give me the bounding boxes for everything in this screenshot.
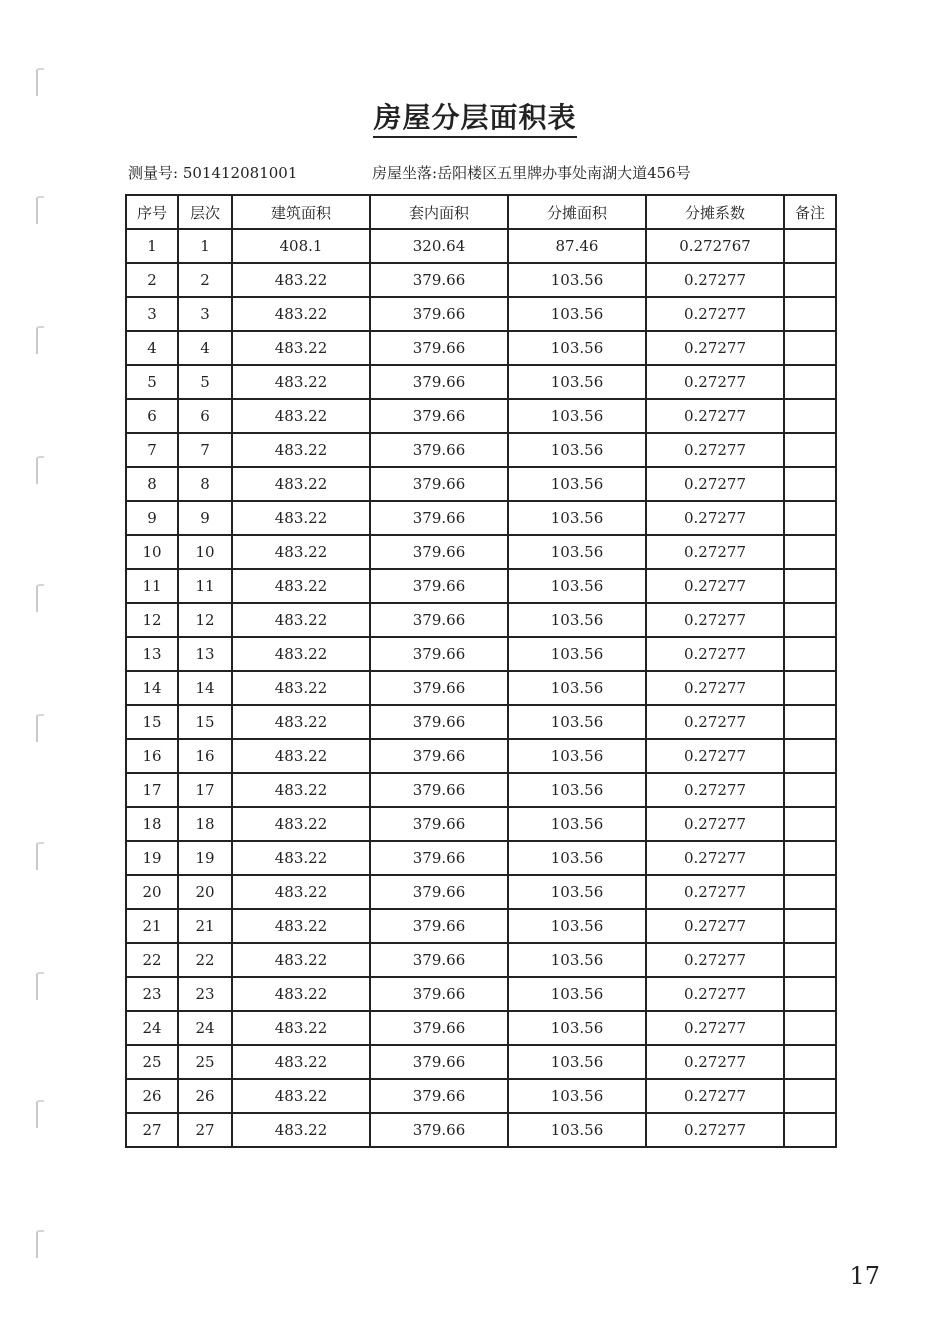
shared-area-cell: 103.56 bbox=[508, 501, 646, 535]
seq-cell: 14 bbox=[126, 671, 178, 705]
seq-cell: 26 bbox=[126, 1079, 178, 1113]
floor-cell: 3 bbox=[178, 297, 232, 331]
floor-cell: 21 bbox=[178, 909, 232, 943]
shared-area-cell: 87.46 bbox=[508, 229, 646, 263]
table-row bbox=[126, 1079, 836, 1113]
seq-cell: 25 bbox=[126, 1045, 178, 1079]
building-area-cell: 483.22 bbox=[232, 1113, 370, 1147]
binder-hole-mark bbox=[36, 842, 44, 870]
building-area-cell: 483.22 bbox=[232, 263, 370, 297]
seq-cell: 27 bbox=[126, 1113, 178, 1147]
inner-area-cell: 379.66 bbox=[370, 909, 508, 943]
inner-area-cell: 379.66 bbox=[370, 943, 508, 977]
shared-area-cell: 103.56 bbox=[508, 1113, 646, 1147]
building-area-cell: 483.22 bbox=[232, 671, 370, 705]
binder-hole-mark bbox=[36, 972, 44, 1000]
shared-area-cell: 103.56 bbox=[508, 875, 646, 909]
building-area-cell: 483.22 bbox=[232, 977, 370, 1011]
shared-area-cell: 103.56 bbox=[508, 603, 646, 637]
inner-area-cell: 379.66 bbox=[370, 875, 508, 909]
remarks-cell bbox=[784, 943, 836, 977]
table-row bbox=[126, 807, 836, 841]
share-coefficient-cell: 0.27277 bbox=[646, 263, 784, 297]
page-number: 17 bbox=[849, 1262, 880, 1290]
share-coefficient-cell: 0.27277 bbox=[646, 1045, 784, 1079]
inner-area-cell: 379.66 bbox=[370, 365, 508, 399]
shared-area-cell: 103.56 bbox=[508, 399, 646, 433]
building-area-header: 建筑面积 bbox=[232, 195, 370, 229]
table-row bbox=[126, 1113, 836, 1147]
shared-area-header: 分摊面积 bbox=[508, 195, 646, 229]
building-area-cell: 408.1 bbox=[232, 229, 370, 263]
share-coefficient-cell: 0.27277 bbox=[646, 841, 784, 875]
seq-cell: 21 bbox=[126, 909, 178, 943]
inner-area-cell: 379.66 bbox=[370, 263, 508, 297]
building-area-cell: 483.22 bbox=[232, 467, 370, 501]
inner-area-cell: 379.66 bbox=[370, 297, 508, 331]
inner-area-cell: 379.66 bbox=[370, 739, 508, 773]
shared-area-cell: 103.56 bbox=[508, 297, 646, 331]
floor-cell: 7 bbox=[178, 433, 232, 467]
building-area-cell: 483.22 bbox=[232, 399, 370, 433]
share-coefficient-cell: 0.272767 bbox=[646, 229, 784, 263]
seq-cell: 24 bbox=[126, 1011, 178, 1045]
table-header-row bbox=[126, 195, 836, 229]
table-row bbox=[126, 1045, 836, 1079]
building-area-cell: 483.22 bbox=[232, 807, 370, 841]
shared-area-cell: 103.56 bbox=[508, 773, 646, 807]
seq-cell: 2 bbox=[126, 263, 178, 297]
binder-hole-mark bbox=[36, 326, 44, 354]
floor-header: 层次 bbox=[178, 195, 232, 229]
shared-area-cell: 103.56 bbox=[508, 365, 646, 399]
floor-cell: 2 bbox=[178, 263, 232, 297]
share-coefficient-cell: 0.27277 bbox=[646, 637, 784, 671]
shared-area-cell: 103.56 bbox=[508, 977, 646, 1011]
floor-cell: 17 bbox=[178, 773, 232, 807]
share-coefficient-cell: 0.27277 bbox=[646, 1079, 784, 1113]
floor-cell: 9 bbox=[178, 501, 232, 535]
building-area-cell: 483.22 bbox=[232, 603, 370, 637]
seq-cell: 11 bbox=[126, 569, 178, 603]
seq-cell: 17 bbox=[126, 773, 178, 807]
floor-cell: 1 bbox=[178, 229, 232, 263]
floor-area-table bbox=[125, 194, 837, 1148]
seq-cell: 13 bbox=[126, 637, 178, 671]
building-area-cell: 483.22 bbox=[232, 705, 370, 739]
share-coefficient-cell: 0.27277 bbox=[646, 1011, 784, 1045]
floor-cell: 11 bbox=[178, 569, 232, 603]
remarks-cell bbox=[784, 841, 836, 875]
building-area-cell: 483.22 bbox=[232, 739, 370, 773]
table-row bbox=[126, 1011, 836, 1045]
inner-area-cell: 379.66 bbox=[370, 637, 508, 671]
share-coefficient-cell: 0.27277 bbox=[646, 977, 784, 1011]
table-row bbox=[126, 297, 836, 331]
remarks-cell bbox=[784, 705, 836, 739]
inner-area-cell: 379.66 bbox=[370, 671, 508, 705]
page-title bbox=[0, 96, 950, 136]
survey-number-value: 501412081001 bbox=[182, 164, 298, 182]
seq-cell: 10 bbox=[126, 535, 178, 569]
table-row bbox=[126, 637, 836, 671]
floor-cell: 24 bbox=[178, 1011, 232, 1045]
floor-cell: 13 bbox=[178, 637, 232, 671]
remarks-cell bbox=[784, 603, 836, 637]
shared-area-cell: 103.56 bbox=[508, 637, 646, 671]
floor-cell: 19 bbox=[178, 841, 232, 875]
building-area-cell: 483.22 bbox=[232, 433, 370, 467]
share-coefficient-cell: 0.27277 bbox=[646, 807, 784, 841]
shared-area-cell: 103.56 bbox=[508, 331, 646, 365]
shared-area-cell: 103.56 bbox=[508, 1079, 646, 1113]
building-area-cell: 483.22 bbox=[232, 841, 370, 875]
seq-cell: 19 bbox=[126, 841, 178, 875]
shared-area-cell: 103.56 bbox=[508, 263, 646, 297]
remarks-cell bbox=[784, 365, 836, 399]
shared-area-cell: 103.56 bbox=[508, 841, 646, 875]
floor-cell: 25 bbox=[178, 1045, 232, 1079]
shared-area-cell: 103.56 bbox=[508, 1011, 646, 1045]
table-row bbox=[126, 773, 836, 807]
share-coefficient-cell: 0.27277 bbox=[646, 671, 784, 705]
share-coefficient-cell: 0.27277 bbox=[646, 1113, 784, 1147]
remarks-cell bbox=[784, 637, 836, 671]
inner-area-cell: 379.66 bbox=[370, 1113, 508, 1147]
document-meta bbox=[128, 162, 840, 182]
remarks-cell bbox=[784, 909, 836, 943]
remarks-cell bbox=[784, 535, 836, 569]
seq-cell: 23 bbox=[126, 977, 178, 1011]
table-row bbox=[126, 501, 836, 535]
binder-hole-mark bbox=[36, 714, 44, 742]
inner-area-cell: 379.66 bbox=[370, 535, 508, 569]
shared-area-cell: 103.56 bbox=[508, 433, 646, 467]
shared-area-cell: 103.56 bbox=[508, 671, 646, 705]
remarks-cell bbox=[784, 1113, 836, 1147]
share-coefficient-cell: 0.27277 bbox=[646, 875, 784, 909]
table-body bbox=[126, 229, 836, 1147]
table-row bbox=[126, 841, 836, 875]
remarks-cell bbox=[784, 433, 836, 467]
floor-cell: 10 bbox=[178, 535, 232, 569]
share-coefficient-cell: 0.27277 bbox=[646, 433, 784, 467]
share-coefficient-cell: 0.27277 bbox=[646, 773, 784, 807]
floor-cell: 5 bbox=[178, 365, 232, 399]
building-area-cell: 483.22 bbox=[232, 535, 370, 569]
inner-area-cell: 379.66 bbox=[370, 467, 508, 501]
remarks-cell bbox=[784, 467, 836, 501]
survey-number-line bbox=[128, 162, 297, 183]
building-area-cell: 483.22 bbox=[232, 297, 370, 331]
table-row bbox=[126, 433, 836, 467]
seq-header: 序号 bbox=[126, 195, 178, 229]
remarks-cell bbox=[784, 1045, 836, 1079]
share-coefficient-cell: 0.27277 bbox=[646, 603, 784, 637]
seq-cell: 20 bbox=[126, 875, 178, 909]
share-coefficient-cell: 0.27277 bbox=[646, 705, 784, 739]
table-row bbox=[126, 467, 836, 501]
building-area-cell: 483.22 bbox=[232, 1045, 370, 1079]
remarks-cell bbox=[784, 875, 836, 909]
seq-cell: 15 bbox=[126, 705, 178, 739]
floor-cell: 26 bbox=[178, 1079, 232, 1113]
table-row bbox=[126, 569, 836, 603]
seq-cell: 22 bbox=[126, 943, 178, 977]
building-area-cell: 483.22 bbox=[232, 875, 370, 909]
table-row bbox=[126, 603, 836, 637]
location-line bbox=[372, 162, 691, 183]
remarks-cell bbox=[784, 773, 836, 807]
floor-cell: 23 bbox=[178, 977, 232, 1011]
table-row bbox=[126, 399, 836, 433]
seq-cell: 16 bbox=[126, 739, 178, 773]
shared-area-cell: 103.56 bbox=[508, 467, 646, 501]
building-area-cell: 483.22 bbox=[232, 1011, 370, 1045]
inner-area-cell: 379.66 bbox=[370, 705, 508, 739]
table-row bbox=[126, 671, 836, 705]
binder-hole-mark bbox=[36, 68, 44, 96]
shared-area-cell: 103.56 bbox=[508, 569, 646, 603]
floor-cell: 12 bbox=[178, 603, 232, 637]
inner-area-cell: 320.64 bbox=[370, 229, 508, 263]
table-row bbox=[126, 535, 836, 569]
location-label: 房屋坐落: bbox=[372, 164, 438, 182]
remarks-cell bbox=[784, 1079, 836, 1113]
share-coefficient-cell: 0.27277 bbox=[646, 399, 784, 433]
building-area-cell: 483.22 bbox=[232, 637, 370, 671]
table-row bbox=[126, 909, 836, 943]
inner-area-cell: 379.66 bbox=[370, 501, 508, 535]
seq-cell: 6 bbox=[126, 399, 178, 433]
table-row bbox=[126, 739, 836, 773]
share-coefficient-cell: 0.27277 bbox=[646, 297, 784, 331]
share-coefficient-cell: 0.27277 bbox=[646, 535, 784, 569]
binder-hole-mark bbox=[36, 1100, 44, 1128]
remarks-cell bbox=[784, 263, 836, 297]
binder-hole-mark bbox=[36, 1230, 44, 1258]
remarks-cell bbox=[784, 807, 836, 841]
survey-number-label: 测量号: bbox=[128, 164, 179, 182]
inner-area-cell: 379.66 bbox=[370, 399, 508, 433]
table-row bbox=[126, 263, 836, 297]
table-row bbox=[126, 229, 836, 263]
share-coefficient-cell: 0.27277 bbox=[646, 501, 784, 535]
remarks-cell bbox=[784, 297, 836, 331]
binder-hole-mark bbox=[36, 584, 44, 612]
remarks-cell bbox=[784, 569, 836, 603]
share-coefficient-cell: 0.27277 bbox=[646, 739, 784, 773]
share-coefficient-cell: 0.27277 bbox=[646, 569, 784, 603]
inner-area-cell: 379.66 bbox=[370, 773, 508, 807]
table-row bbox=[126, 365, 836, 399]
seq-cell: 12 bbox=[126, 603, 178, 637]
inner-area-cell: 379.66 bbox=[370, 841, 508, 875]
binder-hole-mark bbox=[36, 456, 44, 484]
floor-cell: 6 bbox=[178, 399, 232, 433]
binder-hole-mark bbox=[36, 196, 44, 224]
seq-cell: 5 bbox=[126, 365, 178, 399]
seq-cell: 4 bbox=[126, 331, 178, 365]
shared-area-cell: 103.56 bbox=[508, 909, 646, 943]
table-row bbox=[126, 705, 836, 739]
inner-area-cell: 379.66 bbox=[370, 331, 508, 365]
shared-area-cell: 103.56 bbox=[508, 807, 646, 841]
page-title-text: 房屋分层面积表 bbox=[373, 101, 576, 138]
building-area-cell: 483.22 bbox=[232, 365, 370, 399]
floor-cell: 15 bbox=[178, 705, 232, 739]
seq-cell: 9 bbox=[126, 501, 178, 535]
share-coefficient-cell: 0.27277 bbox=[646, 467, 784, 501]
table-row bbox=[126, 331, 836, 365]
shared-area-cell: 103.56 bbox=[508, 705, 646, 739]
remarks-cell bbox=[784, 671, 836, 705]
inner-area-cell: 379.66 bbox=[370, 433, 508, 467]
table-row bbox=[126, 875, 836, 909]
remarks-cell bbox=[784, 229, 836, 263]
inner-area-cell: 379.66 bbox=[370, 1045, 508, 1079]
floor-cell: 16 bbox=[178, 739, 232, 773]
building-area-cell: 483.22 bbox=[232, 773, 370, 807]
inner-area-cell: 379.66 bbox=[370, 569, 508, 603]
building-area-cell: 483.22 bbox=[232, 569, 370, 603]
floor-cell: 8 bbox=[178, 467, 232, 501]
remarks-header: 备注 bbox=[784, 195, 836, 229]
remarks-cell bbox=[784, 399, 836, 433]
inner-area-cell: 379.66 bbox=[370, 1011, 508, 1045]
shared-area-cell: 103.56 bbox=[508, 943, 646, 977]
share-coefficient-cell: 0.27277 bbox=[646, 909, 784, 943]
shared-area-cell: 103.56 bbox=[508, 1045, 646, 1079]
seq-cell: 8 bbox=[126, 467, 178, 501]
floor-cell: 22 bbox=[178, 943, 232, 977]
share-coefficient-cell: 0.27277 bbox=[646, 943, 784, 977]
table-row bbox=[126, 943, 836, 977]
share-coefficient-header: 分摊系数 bbox=[646, 195, 784, 229]
inner-area-cell: 379.66 bbox=[370, 807, 508, 841]
seq-cell: 18 bbox=[126, 807, 178, 841]
remarks-cell bbox=[784, 331, 836, 365]
floor-cell: 20 bbox=[178, 875, 232, 909]
inner-area-header: 套内面积 bbox=[370, 195, 508, 229]
shared-area-cell: 103.56 bbox=[508, 535, 646, 569]
building-area-cell: 483.22 bbox=[232, 501, 370, 535]
building-area-cell: 483.22 bbox=[232, 1079, 370, 1113]
inner-area-cell: 379.66 bbox=[370, 603, 508, 637]
remarks-cell bbox=[784, 501, 836, 535]
location-value: 岳阳楼区五里牌办事处南湖大道456号 bbox=[437, 164, 691, 182]
building-area-cell: 483.22 bbox=[232, 331, 370, 365]
share-coefficient-cell: 0.27277 bbox=[646, 331, 784, 365]
remarks-cell bbox=[784, 1011, 836, 1045]
seq-cell: 7 bbox=[126, 433, 178, 467]
remarks-cell bbox=[784, 977, 836, 1011]
building-area-cell: 483.22 bbox=[232, 943, 370, 977]
floor-cell: 18 bbox=[178, 807, 232, 841]
table-row bbox=[126, 977, 836, 1011]
floor-cell: 27 bbox=[178, 1113, 232, 1147]
shared-area-cell: 103.56 bbox=[508, 739, 646, 773]
share-coefficient-cell: 0.27277 bbox=[646, 365, 784, 399]
building-area-cell: 483.22 bbox=[232, 909, 370, 943]
remarks-cell bbox=[784, 739, 836, 773]
seq-cell: 3 bbox=[126, 297, 178, 331]
seq-cell: 1 bbox=[126, 229, 178, 263]
inner-area-cell: 379.66 bbox=[370, 977, 508, 1011]
floor-cell: 14 bbox=[178, 671, 232, 705]
floor-cell: 4 bbox=[178, 331, 232, 365]
inner-area-cell: 379.66 bbox=[370, 1079, 508, 1113]
